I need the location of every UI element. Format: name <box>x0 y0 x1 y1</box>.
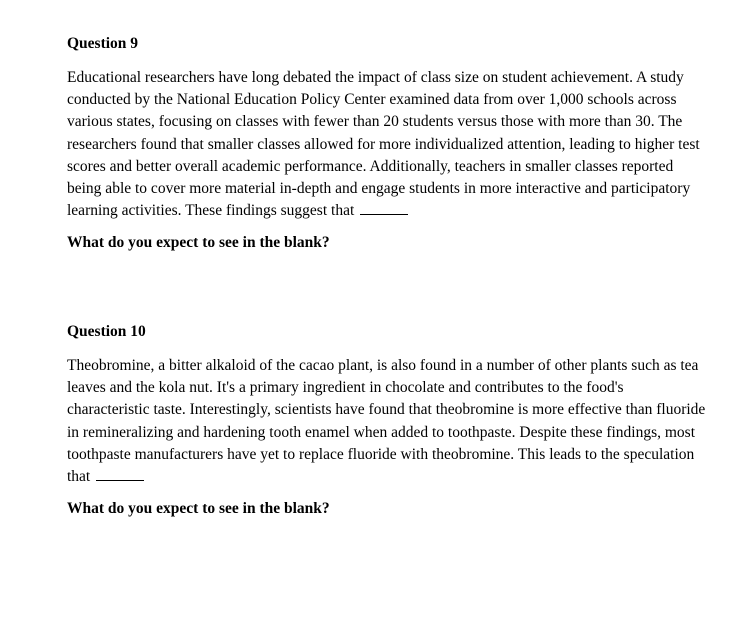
question-passage <box>67 355 707 488</box>
question-10 <box>67 321 707 520</box>
question-passage <box>67 67 707 222</box>
answer-blank <box>96 466 144 481</box>
question-prompt: What do you expect to see in the blank? <box>67 500 330 518</box>
answer-blank <box>360 200 408 215</box>
question-title: Question 9 <box>67 35 139 52</box>
passage-text: Educational researchers have long debated the impact of class size on student achievement. A study conducted by the National Education Policy Center examined data from over 1,000 schools across various states, focusing on classes with fewer than 20 students versus those with more than 30. The researchers found that smaller classes allowed for more individualized attention, leading to higher test scores and better overall academic performance. Additionally, teachers in smaller classes reported being able to cover more material in-depth and engage students in more interactive and participatory learning activities. These findings suggest that <box>67 69 700 220</box>
question-prompt: What do you expect to see in the blank? <box>67 234 330 252</box>
question-9 <box>67 33 707 254</box>
passage-text: Theobromine, a bitter alkaloid of the cacao plant, is also found in a number of other plants such as tea leaves and the kola nut. It's a primary ingredient in chocolate and contributes to the food's characteristic taste. Interestingly, scientists have found that theobromine is more effective than fluoride in remineralizing and hardening tooth enamel when added to toothpaste. Despite these findings, most toothpaste manufacturers have yet to replace fluoride with theobromine. This leads to the speculation that <box>67 357 706 486</box>
question-title: Question 10 <box>67 323 146 340</box>
